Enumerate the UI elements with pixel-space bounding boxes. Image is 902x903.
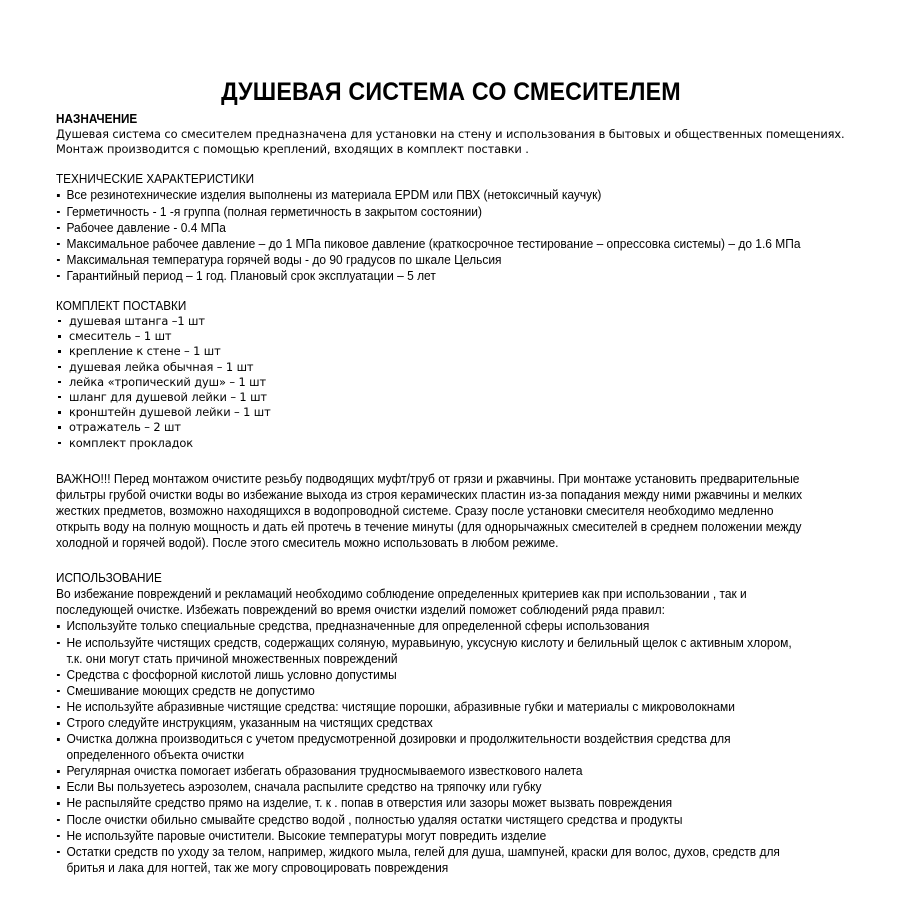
spacer: [56, 451, 846, 471]
list-item: После очистки обильно смывайте средство водой , полностью удаляя остатки чистящего средства и продукты: [56, 812, 807, 828]
usage-intro: Во избежание повреждений и рекламаций необходимо соблюдение определенных критериев как при использовании , так и последующей очистке. Избежать повреждений во время очистки изделий поможет соблюдений ряда правил:: [56, 587, 747, 618]
page-title: ДУШЕВАЯ СИСТЕМА СО СМЕСИТЕЛЕМ: [221, 77, 681, 106]
spacer: [56, 551, 846, 571]
list-item: комплект прокладок: [56, 436, 846, 451]
list-item: Гарантийный период – 1 год. Плановый срок эксплуатации – 5 лет: [56, 268, 807, 284]
spacer: [56, 157, 846, 172]
section-usage: [56, 571, 846, 876]
list-item: Строго следуйте инструкциям, указанным на чистящих средствах: [56, 715, 807, 731]
list-item: Рабочее давление - 0.4 МПа: [56, 220, 807, 236]
list-item: Максимальное рабочее давление – до 1 МПа пиковое давление (краткосрочное тестирование – опрессовка системы) – до 1.6 МПа: [56, 236, 807, 252]
list-item: Максимальная температура горячей воды - до 90 градусов по шкале Цельсия: [56, 252, 807, 268]
specs-list: [56, 187, 807, 284]
section-kit: [56, 299, 846, 451]
list-item: Очистка должна производиться с учетом предусмотренной дозировки и продолжительности воздействия средства для определенного объекта очистки: [56, 731, 807, 763]
purpose-paragraph: Душевая система со смесителем предназначена для установки на стену и использования в бытовых и общественных помещениях. Монтаж производится с помощью креплений, входящих в комплект поставки .: [56, 127, 845, 157]
list-item: крепление к стене – 1 шт: [56, 344, 846, 359]
list-item: Не распыляйте средство прямо на изделие, т. к . попав в отверстия или зазоры может вызвать повреждения: [56, 795, 807, 811]
section-purpose: [56, 112, 846, 157]
list-item: Используйте только специальные средства, предназначенные для определенной сферы использования: [56, 618, 807, 634]
spacer: [56, 284, 846, 299]
list-item: Средства с фосфорной кислотой лишь условно допустимы: [56, 667, 807, 683]
list-item: Герметичность - 1 -я группа (полная герметичность в закрытом состоянии): [56, 204, 807, 220]
kit-list: [56, 314, 846, 451]
document-body: [56, 112, 846, 876]
list-item: смеситель – 1 шт: [56, 329, 846, 344]
section-heading-specs: ТЕХНИЧЕСКИЕ ХАРАКТЕРИСТИКИ: [56, 172, 255, 187]
section-heading-usage: ИСПОЛЬЗОВАНИЕ: [56, 571, 162, 586]
list-item: отражатель – 2 шт: [56, 420, 846, 435]
list-item: Остатки средств по уходу за телом, например, жидкого мыла, гелей для душа, шампуней, краски для волос, духов, средств для бритья и лака для ногтей, так же могу спровоцировать повреждения: [56, 844, 807, 876]
usage-list: [56, 618, 807, 876]
list-item: Не используйте паровые очистители. Высокие температуры могут повредить изделие: [56, 828, 807, 844]
section-important: [56, 471, 846, 551]
list-item: душевая штанга –1 шт: [56, 314, 846, 329]
list-item: кронштейн душевой лейки – 1 шт: [56, 405, 846, 420]
list-item: Смешивание моющих средств не допустимо: [56, 683, 807, 699]
list-item: душевая лейка обычная – 1 шт: [56, 360, 846, 375]
list-item: Регулярная очистка помогает избегать образования трудносмываемого известкового налета: [56, 763, 807, 779]
list-item: Все резинотехнические изделия выполнены из материала EPDM или ПВХ (нетоксичный каучук): [56, 187, 807, 203]
list-item: Не используйте чистящих средств, содержащих соляную, муравьиную, уксусную кислоту и белильный щелок с активным хлором, т.к. они могут стать причиной множественных повреждений: [56, 635, 807, 667]
section-heading-kit: КОМПЛЕКТ ПОСТАВКИ: [56, 298, 187, 313]
list-item: лейка «тропический душ» – 1 шт: [56, 375, 846, 390]
section-specs: [56, 172, 846, 284]
list-item: шланг для душевой лейки – 1 шт: [56, 390, 846, 405]
list-item: Не используйте абразивные чистящие средства: чистящие порошки, абразивные губки и материалы с микроволокнами: [56, 699, 807, 715]
important-paragraph: ВАЖНО!!! Перед монтажом очистите резьбу подводящих муфт/труб от грязи и ржавчины. При монтаже установить предварительные фильтры грубой очистки воды во избежание выхода из строя керамических пластин из-за попадания между ними ржавчины и мелких жестких предметов, возможно находящихся в водопроводной системе. Сразу после установки смесителя необходимо медленно открыть воду на полную мощность и дать ей протечь в течение минуты (для однорычажных смесителей в среднем положении между холодной и горячей водой). После этого смеситель можно использовать в любом режиме.: [56, 471, 803, 551]
section-heading-purpose: НАЗНАЧЕНИЕ: [56, 112, 138, 126]
list-item: Если Вы пользуетесь аэрозолем, сначала распылите средство на тряпочку или губку: [56, 779, 807, 795]
